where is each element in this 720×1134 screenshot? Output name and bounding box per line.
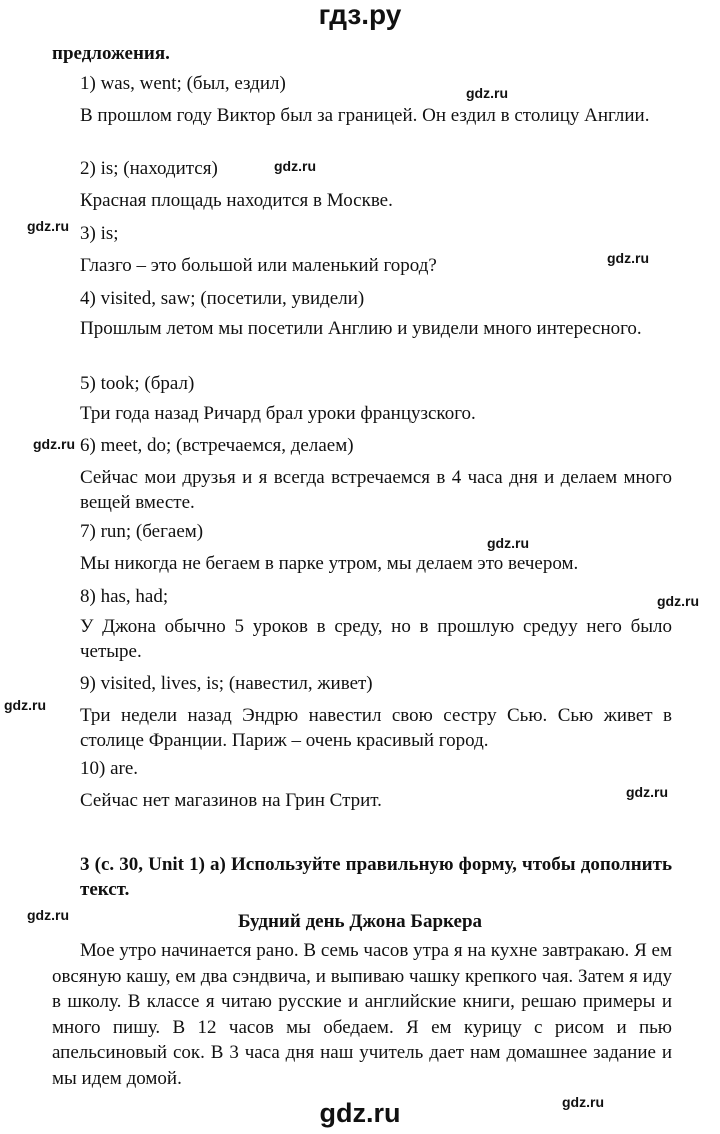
item-label-10: 10) are. — [80, 758, 139, 779]
item-label-4: 4) visited, saw; (посетили, увидели) — [80, 288, 365, 309]
story-text: Мое утро начинается рано. В семь часов утра я на кухне завтракаю. Я ем овсяную кашу, ем два сэндвича, и выпиваю чашку крепкого чая. Затем я иду в школу. В классе я читаю русские и английские книги, решаю примеры и много пишу. В 12 часов мы обедаем. Я ем курицу с рисом и пью апельсиновый сок. В 3 часа дня наш учитель дает нам домашнее задание и мы идем домой. — [52, 940, 672, 1089]
watermark: gdz.ru — [27, 907, 69, 923]
item-text-5: Три года назад Ричард брал уроки французского. — [80, 403, 476, 424]
watermark: gdz.ru — [466, 85, 508, 101]
item-label-3: 3) is; — [80, 223, 119, 244]
watermark: gdz.ru — [27, 218, 69, 234]
item-text-10: Сейчас нет магазинов на Грин Стрит. — [80, 790, 382, 811]
item-text-8: У Джона обычно 5 уроков в среду, но в прошлую средуу него было четыре. — [80, 616, 672, 662]
item-text-9: Три недели назад Эндрю навестил свою сестру Сью. Сью живет в столице Франции. Париж – очень красивый город. — [80, 705, 672, 751]
watermark: gdz.ru — [274, 158, 316, 174]
item-label-2: 2) is; (находится) — [80, 158, 218, 179]
story-title: Будний день Джона Баркера — [237, 911, 483, 932]
watermark: gdz.ru — [626, 784, 668, 800]
item-label-8: 8) has, had; — [80, 586, 169, 607]
item-text-3: Глазго – это большой или маленький город? — [80, 255, 437, 276]
item-label-7: 7) run; (бегаем) — [80, 521, 204, 542]
site-header: гдз.ру — [318, 0, 402, 30]
item-label-6: 6) meet, do; (встречаемся, делаем) — [80, 435, 354, 456]
watermark: gdz.ru — [487, 535, 529, 551]
item-text-7: Мы никогда не бегаем в парке утром, мы делаем это вечером. — [80, 553, 579, 574]
site-footer: gdz.ru — [319, 1098, 401, 1128]
item-label-5: 5) took; (брал) — [80, 373, 195, 394]
item-text-6: Сейчас мои друзья и я всегда встречаемся в 4 часа дня и делаем много вещей вместе. — [80, 467, 672, 513]
watermark: gdz.ru — [33, 436, 75, 452]
intro-text: предложения. — [52, 43, 170, 64]
task-heading: 3 (с. 30, Unit 1) a) Используйте правильную форму, чтобы дополнить текст. — [80, 854, 672, 900]
watermark: gdz.ru — [607, 250, 649, 266]
watermark: gdz.ru — [4, 697, 46, 713]
item-label-1: 1) was, went; (был, ездил) — [80, 73, 286, 94]
item-text-4: Прошлым летом мы посетили Англию и увидели много интересного. — [80, 318, 642, 339]
item-text-1: В прошлом году Виктор был за границей. Он ездил в столицу Англии. — [80, 105, 650, 126]
item-label-9: 9) visited, lives, is; (навестил, живет) — [80, 673, 373, 694]
item-text-2: Красная площадь находится в Москве. — [80, 190, 393, 211]
watermark: gdz.ru — [657, 593, 699, 609]
watermark: gdz.ru — [562, 1094, 604, 1110]
